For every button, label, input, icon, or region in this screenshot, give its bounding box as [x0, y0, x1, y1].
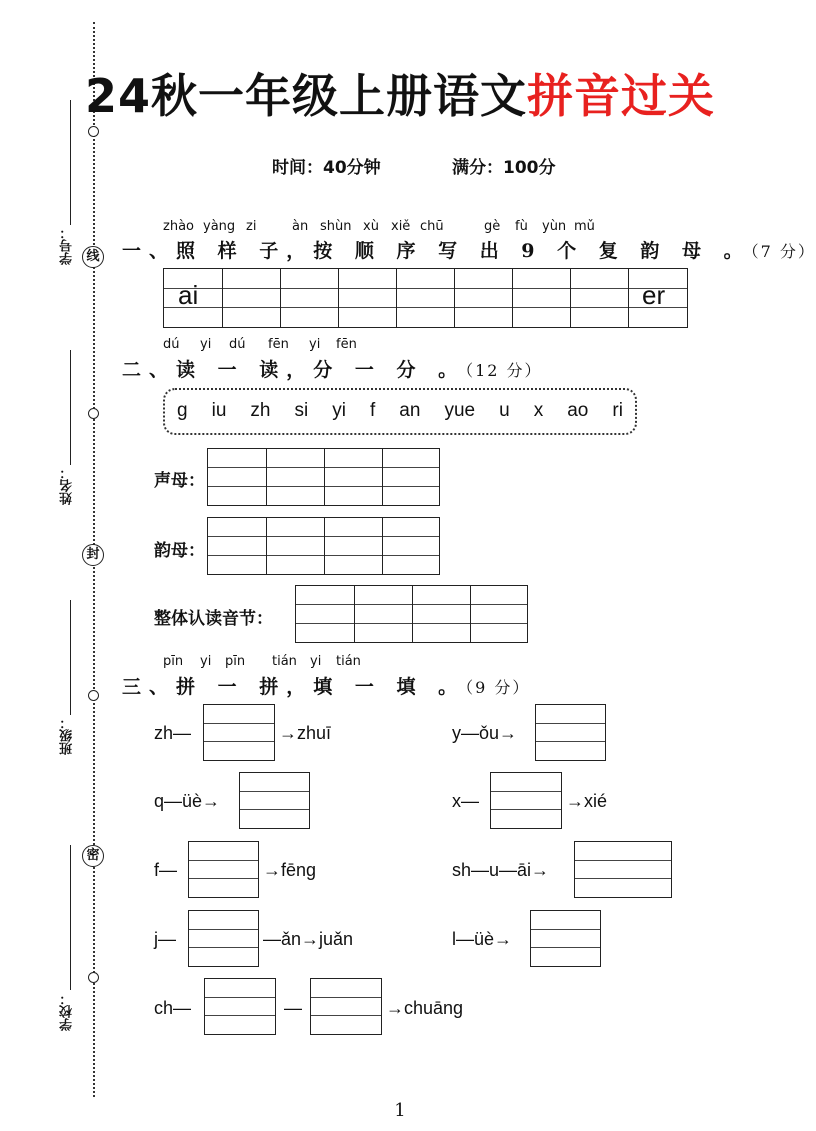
y-answer-box[interactable] [535, 704, 606, 761]
l-prefix: l—üè→ [452, 929, 513, 949]
pinyin-annotation: xiě [391, 219, 411, 234]
j-prefix: j— [154, 929, 176, 949]
pinyin-annotation: yi [200, 337, 212, 352]
ch-answer-box-2[interactable] [310, 978, 382, 1035]
initials-grid[interactable] [207, 448, 440, 506]
pinyin-annotation: gè [484, 219, 501, 234]
letter-item: f [370, 400, 376, 421]
pinyin-annotation: àn [292, 219, 309, 234]
f-result: →fēng [263, 860, 317, 880]
class-label: 班级： [60, 716, 75, 755]
pinyin-annotation: shùn [320, 219, 352, 234]
zh-result: →zhuī [279, 723, 332, 743]
pinyin-annotation: fù [515, 219, 528, 234]
finals-grid[interactable] [207, 517, 440, 575]
binding-hole [88, 690, 99, 701]
pinyin-annotation: tián [272, 654, 297, 669]
sh-prefix: sh—u—āi→ [452, 860, 550, 880]
letter-item: iu [211, 400, 227, 421]
pinyin-annotation: yàng [203, 219, 236, 234]
f-answer-box[interactable] [188, 841, 259, 898]
letter-item: x [533, 400, 544, 421]
letter-item: g [177, 400, 188, 421]
q-prefix: q—üè→ [154, 791, 221, 811]
time-limit: 时间：40分钟 [272, 158, 381, 178]
ch-dash: — [284, 998, 302, 1018]
pinyin-annotation: xù [363, 219, 379, 234]
binding-hole [88, 408, 99, 419]
f-prefix: f— [154, 860, 178, 880]
compound-finals-grid[interactable] [163, 268, 688, 328]
x-answer-box[interactable] [490, 772, 562, 829]
x-prefix: x— [452, 791, 479, 811]
full-score: 满分：100分 [452, 158, 556, 178]
sh-answer-box[interactable] [574, 841, 672, 898]
pinyin-annotation: fēn [336, 337, 357, 352]
ch-answer-box-1[interactable] [204, 978, 276, 1035]
pinyin-annotation: zhào [163, 219, 194, 234]
page-title: 24秋一年级上册语文拼音过关 [84, 69, 715, 123]
seal-dense-mark: 密 [82, 845, 104, 867]
seal-line-mark: 线 [82, 246, 104, 268]
pinyin-annotation: tián [336, 654, 361, 669]
name-label: 姓名： [60, 466, 75, 505]
zh-answer-box[interactable] [203, 704, 275, 761]
letter-item: u [499, 400, 510, 421]
whole-syllables-grid[interactable] [295, 585, 528, 643]
pinyin-annotation: pīn [225, 654, 246, 669]
binding-hole [88, 126, 99, 137]
initials-label: 声母： [154, 471, 205, 491]
q-answer-box[interactable] [239, 772, 310, 829]
pinyin-annotation: yi [310, 654, 322, 669]
pinyin-annotation: pīn [163, 654, 184, 669]
y-prefix: y—ǒu→ [452, 723, 518, 743]
letter-item: yi [332, 400, 346, 421]
zh-prefix: zh— [154, 723, 192, 743]
school-blank[interactable] [70, 845, 71, 990]
seal-seal-mark: 封 [82, 544, 104, 566]
class-blank[interactable] [70, 600, 71, 715]
ch-result: →chuāng [386, 998, 464, 1018]
l-answer-box[interactable] [530, 910, 601, 967]
letter-item: yue [444, 400, 476, 421]
letter-item: ao [567, 400, 589, 421]
school-label: 学校： [60, 992, 75, 1031]
pinyin-annotation: zi [246, 219, 257, 234]
binding-hole [88, 972, 99, 983]
ch-prefix: ch— [154, 998, 192, 1018]
pinyin-annotation: dú [163, 337, 180, 352]
example-first-final: ai [178, 280, 199, 310]
pinyin-annotation: mǔ [574, 219, 595, 234]
student-no-label: 学号： [60, 226, 75, 265]
pinyin-annotation: fēn [268, 337, 289, 352]
letters-box [163, 388, 637, 435]
name-blank[interactable] [70, 350, 71, 465]
pinyin-annotation: yi [309, 337, 321, 352]
pinyin-annotation: yùn [542, 219, 567, 234]
letter-item: si [294, 400, 309, 421]
pinyin-annotation: yi [200, 654, 212, 669]
section3-heading: 三、拼 一 拼，填 一 填 。（9 分） [122, 676, 531, 698]
section2-heading: 二、读 一 读，分 一 分 。（12 分） [122, 359, 543, 381]
pinyin-annotation: chū [420, 219, 444, 234]
example-last-final: er [642, 280, 666, 310]
finals-label: 韵母： [154, 541, 205, 561]
x-result: →xié [566, 791, 608, 811]
j-answer-box[interactable] [188, 910, 259, 967]
letter-item: ri [612, 400, 623, 421]
page-number: 1 [394, 1100, 406, 1121]
letter-item: an [399, 400, 421, 421]
j-result: —ǎn→juǎn [263, 929, 354, 949]
section1-heading: 一、照 样 子，按 顺 序 写 出 9 个 复 韵 母 。（7 分） [122, 240, 816, 262]
pinyin-annotation: dú [229, 337, 246, 352]
letter-item: zh [250, 400, 271, 421]
whole-syllables-label: 整体认读音节： [154, 609, 273, 629]
